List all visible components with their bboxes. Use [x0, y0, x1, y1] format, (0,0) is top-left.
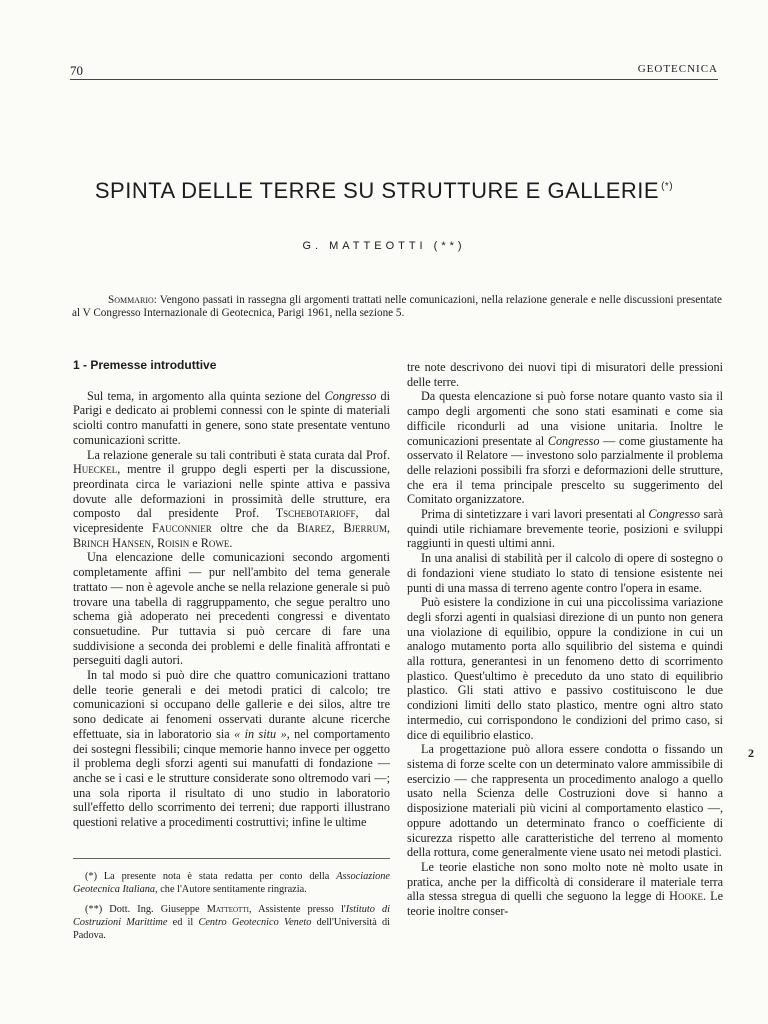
- paragraph: La relazione generale su tali contributi è stata curata dal Prof. Hueckel, mentre il gruppo degli esperti per la discussione, preordinata circa le variazioni nelle spinte attiva e passiva dovute alle deformazioni in prossimità delle strutture, era composto dal presidente Prof. Tschebotarioff, dal vicepresidente Fauconnier oltre che da Biarez, Bjerrum, Brinch Hansen, Roisin e Rowe.: [73, 447, 391, 550]
- footnotes: [73, 858, 390, 949]
- paragraph: Sul tema, in argomento alla quinta sezione del Congresso di Parigi e dedicato ai problemi connessi con le spinte di materiali sciolti contro manufatti in genere, sono state presentate ventuno comunicazioni scritte.: [73, 388, 390, 447]
- journal-name: GEOTECNICA: [637, 63, 718, 75]
- paragraph: In tal modo si può dire che quattro comunicazioni trattano delle teorie generali e dei metodi pratici di calcolo; tre comunicazioni si occupano delle gallerie e dei silos, altre tre sono dedicate ai fenomeni osservati durante alcune ricerche effettuate, sia in laboratorio sia « in situ », nel comportamento dei sostegni flessibili; cinque memorie hanno invece per oggetto il problema degli sforzi agenti sui manufatti di fondazione — anche se i casi e le strutture considerate sono oltremodo vari —; una sola riporta il risultato di uno studio in laboratorio sull'effetto dello scorrimento dei terreni; due rapporti illustrano questioni relative a procedimenti costruttivi; infine le ultime: [73, 668, 390, 830]
- page-number: 70: [70, 63, 83, 78]
- right-column: [407, 360, 723, 919]
- article-title-text: SPINTA DELLE TERRE SU STRUTTURE E GALLERIE: [94, 178, 660, 203]
- paragraph: Da questa elencazione si può forse notare quanto vasto sia il campo degli argomenti che sono stati esaminati e come sia difficile ricondurli ad una visione unitaria. Inoltre le comunicazioni presentate al Congresso — come giustamente ha osservato il Relatore — investono solo parzialmente il problema delle relazioni possibili fra sforzi e deformazioni delle strutture, che era il tema principale prescelto su suggerimento del Comitato organizzatore.: [407, 389, 723, 507]
- left-column: [73, 358, 390, 830]
- footnote-2: (**) Dott. Ing. Giuseppe Matteotti, Assistente presso l'Istituto di Costruzioni Marittime ed il Centro Geotecnico Veneto dell'Università di Padova.: [73, 904, 390, 941]
- summary-text: Vengono passati in rassegna gli argomenti trattati nelle comunicazioni, nella relazione generale e nelle discussioni presentate al V Congresso Internazionale di Geotecnica, Parigi 1961, nella sezione 5.: [72, 294, 722, 319]
- title-footnote-marker: (*): [661, 181, 674, 192]
- paragraph: Prima di sintetizzare i vari lavori presentati al Congresso sarà quindi utile richiamare brevemente teorie, posizioni e sviluppi raggiunti in questi ultimi anni.: [407, 507, 723, 551]
- paragraph: Può esistere la condizione in cui una piccolissima variazione degli sforzi agenti in qualsiasi direzione di un punto non genera una violazione di equilibio, oppure la condizione in cui un analogo mutamento porta allo squilibrio del sistema e quindi alla rottura, generantesi in un fenomeno detto di scorrimento plastico. Quest'ultimo è preceduto da uno stato di equilibrio plastico. Gli stati attivo e passivo costituiscono le due condizioni limiti dello stato plastico, mentre ogni altro stato intermedio, cui corrispondono le condizioni del primo caso, si dice di equilibrio elastico.: [407, 595, 723, 742]
- summary-label: Sommario:: [108, 294, 157, 306]
- paragraph: In una analisi di stabilità per il calcolo di opere di sostegno o di fondazioni viene studiato lo stato di tensione esistente nei punti di una massa di terreno agente contro l'opera in esame.: [407, 551, 723, 595]
- header-rule: [70, 79, 718, 80]
- author-line: G. MATTEOTTI (**): [302, 240, 466, 252]
- summary: [72, 294, 722, 320]
- paragraph: Una elencazione delle comunicazioni secondo argomenti completamente affini — pur nell'ambito del tema generale trattato — non è agevole anche se nella relazione generale si può trovare una tabella di raggruppamento, che segue peraltro uno schema già adoperato nei precedenti congressi e diventato consuetudine. Pur tuttavia si può cercare di fare una suddivisione a seconda dei problemi e delle finalità affrontati e perseguiti dagli autori.: [73, 550, 390, 668]
- footnote-1: (*) La presente nota è stata redatta per conto della Associazione Geotecnica Italiana, che l'Autore sentitamente ringrazia.: [73, 871, 390, 895]
- paragraph: tre note descrivono dei nuovi tipi di misuratori delle pressioni delle terre.: [407, 360, 723, 389]
- paragraph: Le teorie elastiche non sono molto note nè molto usate in pratica, anche per la difficoltà di considerare il materiale terra alla stessa stregua di quelli che seguono la legge di Hooke. Le teorie inoltre conser-: [407, 859, 724, 919]
- article-title: [0, 178, 768, 204]
- paragraph: La progettazione può allora essere condotta o fissando un sistema di forze scelte con un determinato valore ammissibile di esercizio — che rappresenta un procedimento analogo a quello usato nella Scienza delle Costruzioni dove si hanno a disposizione materiali più vicini al comportamento elastico —, oppure adottando un determinato franco o coefficiente di sicurezza rispetto alle caratteristiche del terreno al momento della rottura, come generalmente viene usato nei metodi plastici.: [407, 742, 723, 860]
- margin-mark: 2: [748, 746, 754, 760]
- section-title: 1 - Premesse introduttive: [73, 358, 217, 372]
